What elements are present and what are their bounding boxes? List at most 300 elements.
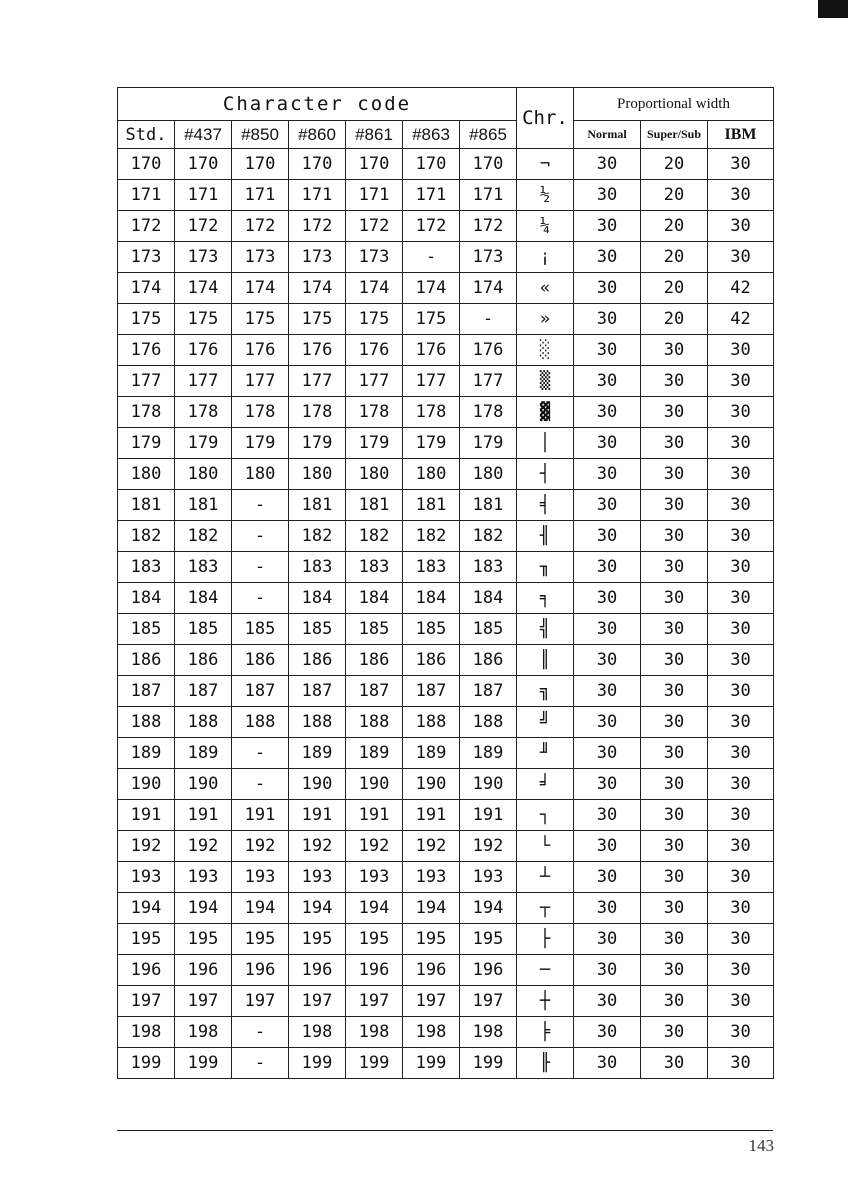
character-glyph: ╣: [517, 614, 574, 645]
code-cell-865: 180: [460, 459, 517, 490]
code-cell-861: 180: [346, 459, 403, 490]
code-cell-437: 177: [175, 366, 232, 397]
code-cell-860: 187: [289, 676, 346, 707]
code-cell-std: 198: [118, 1017, 175, 1048]
code-cell-850: 178: [232, 397, 289, 428]
width-cell-normal: 30: [574, 738, 641, 769]
code-cell-860: 199: [289, 1048, 346, 1079]
code-cell-863: 187: [403, 676, 460, 707]
width-cell-normal: 30: [574, 769, 641, 800]
character-glyph: ┐: [517, 800, 574, 831]
character-glyph: ╝: [517, 707, 574, 738]
width-cell-ibm: 30: [708, 769, 774, 800]
code-cell-850: -: [232, 521, 289, 552]
code-cell-861: 192: [346, 831, 403, 862]
width-cell-super-sub: 30: [641, 862, 708, 893]
width-cell-super-sub: 30: [641, 676, 708, 707]
code-cell-865: 183: [460, 552, 517, 583]
code-cell-std: 196: [118, 955, 175, 986]
code-cell-860: 174: [289, 273, 346, 304]
width-cell-normal: 30: [574, 676, 641, 707]
width-cell-ibm: 30: [708, 707, 774, 738]
code-cell-865: 196: [460, 955, 517, 986]
code-cell-437: 195: [175, 924, 232, 955]
width-cell-normal: 30: [574, 862, 641, 893]
width-cell-ibm: 30: [708, 614, 774, 645]
code-cell-865: 184: [460, 583, 517, 614]
width-cell-super-sub: 30: [641, 738, 708, 769]
code-cell-437: 189: [175, 738, 232, 769]
code-cell-863: 198: [403, 1017, 460, 1048]
code-cell-860: 178: [289, 397, 346, 428]
code-cell-850: 193: [232, 862, 289, 893]
width-cell-normal: 30: [574, 335, 641, 366]
code-cell-std: 177: [118, 366, 175, 397]
footer-rule: [117, 1130, 773, 1131]
code-cell-865: 193: [460, 862, 517, 893]
code-cell-865: 185: [460, 614, 517, 645]
code-cell-865: 170: [460, 149, 517, 180]
width-cell-ibm: 30: [708, 862, 774, 893]
code-cell-437: 191: [175, 800, 232, 831]
code-cell-437: 180: [175, 459, 232, 490]
column-header-863: #863: [403, 121, 460, 149]
width-cell-super-sub: 30: [641, 614, 708, 645]
code-cell-850: -: [232, 583, 289, 614]
code-cell-850: 195: [232, 924, 289, 955]
width-cell-normal: 30: [574, 614, 641, 645]
width-cell-ibm: 30: [708, 1048, 774, 1079]
code-cell-860: 189: [289, 738, 346, 769]
code-cell-437: 187: [175, 676, 232, 707]
code-cell-863: 190: [403, 769, 460, 800]
code-cell-861: 195: [346, 924, 403, 955]
code-cell-861: 191: [346, 800, 403, 831]
table-row: [118, 242, 774, 273]
code-cell-865: 182: [460, 521, 517, 552]
code-cell-861: 183: [346, 552, 403, 583]
code-cell-850: 171: [232, 180, 289, 211]
code-cell-std: 197: [118, 986, 175, 1017]
code-cell-865: 198: [460, 1017, 517, 1048]
code-cell-437: 186: [175, 645, 232, 676]
width-cell-normal: 30: [574, 707, 641, 738]
code-cell-861: 170: [346, 149, 403, 180]
code-cell-865: 191: [460, 800, 517, 831]
table-row: [118, 614, 774, 645]
width-cell-super-sub: 30: [641, 769, 708, 800]
code-cell-863: 194: [403, 893, 460, 924]
width-cell-super-sub: 30: [641, 335, 708, 366]
code-cell-860: 176: [289, 335, 346, 366]
code-cell-861: 199: [346, 1048, 403, 1079]
code-cell-437: 175: [175, 304, 232, 335]
column-header-861: #861: [346, 121, 403, 149]
width-cell-super-sub: 20: [641, 180, 708, 211]
width-cell-ibm: 30: [708, 924, 774, 955]
width-cell-ibm: 30: [708, 800, 774, 831]
table-row: [118, 924, 774, 955]
width-cell-super-sub: 20: [641, 273, 708, 304]
table-row: [118, 955, 774, 986]
code-cell-437: 193: [175, 862, 232, 893]
code-cell-861: 178: [346, 397, 403, 428]
table-row: [118, 800, 774, 831]
code-cell-860: 183: [289, 552, 346, 583]
width-cell-normal: 30: [574, 986, 641, 1017]
width-cell-super-sub: 30: [641, 924, 708, 955]
code-cell-860: 173: [289, 242, 346, 273]
code-cell-std: 199: [118, 1048, 175, 1079]
code-cell-865: 179: [460, 428, 517, 459]
code-cell-std: 183: [118, 552, 175, 583]
table-row: [118, 893, 774, 924]
width-cell-super-sub: 30: [641, 893, 708, 924]
code-cell-863: 176: [403, 335, 460, 366]
code-cell-865: 190: [460, 769, 517, 800]
width-cell-super-sub: 30: [641, 986, 708, 1017]
table-row: [118, 180, 774, 211]
code-cell-865: 199: [460, 1048, 517, 1079]
width-cell-ibm: 42: [708, 273, 774, 304]
code-cell-860: 196: [289, 955, 346, 986]
code-cell-863: 192: [403, 831, 460, 862]
width-cell-ibm: 30: [708, 180, 774, 211]
width-cell-super-sub: 30: [641, 831, 708, 862]
code-cell-863: 186: [403, 645, 460, 676]
code-cell-850: 173: [232, 242, 289, 273]
code-cell-863: 185: [403, 614, 460, 645]
width-cell-normal: 30: [574, 1048, 641, 1079]
code-cell-863: 172: [403, 211, 460, 242]
width-cell-super-sub: 30: [641, 1048, 708, 1079]
code-cell-437: 172: [175, 211, 232, 242]
code-cell-861: 198: [346, 1017, 403, 1048]
code-cell-437: 192: [175, 831, 232, 862]
character-glyph: ╛: [517, 769, 574, 800]
code-cell-437: 184: [175, 583, 232, 614]
code-cell-861: 193: [346, 862, 403, 893]
code-cell-861: 185: [346, 614, 403, 645]
code-cell-std: 173: [118, 242, 175, 273]
width-cell-normal: 30: [574, 242, 641, 273]
character-glyph: ┼: [517, 986, 574, 1017]
code-cell-437: 199: [175, 1048, 232, 1079]
code-cell-std: 185: [118, 614, 175, 645]
code-cell-863: 181: [403, 490, 460, 521]
code-cell-865: 187: [460, 676, 517, 707]
code-cell-860: 177: [289, 366, 346, 397]
code-cell-860: 179: [289, 428, 346, 459]
character-glyph: ╜: [517, 738, 574, 769]
code-cell-861: 190: [346, 769, 403, 800]
code-cell-863: 193: [403, 862, 460, 893]
code-cell-437: 170: [175, 149, 232, 180]
width-cell-ibm: 30: [708, 552, 774, 583]
code-cell-std: 180: [118, 459, 175, 490]
code-cell-861: 179: [346, 428, 403, 459]
character-glyph: ┴: [517, 862, 574, 893]
code-cell-865: 192: [460, 831, 517, 862]
code-cell-861: 197: [346, 986, 403, 1017]
code-cell-865: 171: [460, 180, 517, 211]
character-glyph: ║: [517, 645, 574, 676]
proportional-width-header: Proportional width: [574, 88, 774, 121]
width-cell-normal: 30: [574, 800, 641, 831]
width-cell-ibm: 30: [708, 645, 774, 676]
code-cell-861: 172: [346, 211, 403, 242]
character-glyph: ─: [517, 955, 574, 986]
code-cell-437: 183: [175, 552, 232, 583]
code-cell-850: 172: [232, 211, 289, 242]
code-cell-std: 184: [118, 583, 175, 614]
chr-header: Chr.: [517, 88, 574, 149]
table-row: [118, 490, 774, 521]
width-cell-super-sub: 30: [641, 490, 708, 521]
code-cell-std: 193: [118, 862, 175, 893]
code-cell-865: 172: [460, 211, 517, 242]
code-cell-865: 176: [460, 335, 517, 366]
width-cell-ibm: 30: [708, 521, 774, 552]
width-cell-normal: 30: [574, 180, 641, 211]
code-cell-std: 178: [118, 397, 175, 428]
character-code-header: Character code: [118, 88, 517, 121]
code-cell-437: 176: [175, 335, 232, 366]
width-cell-super-sub: 20: [641, 211, 708, 242]
table-body: [118, 149, 774, 1079]
code-cell-std: 170: [118, 149, 175, 180]
code-cell-863: 174: [403, 273, 460, 304]
width-cell-normal: 30: [574, 428, 641, 459]
code-cell-std: 195: [118, 924, 175, 955]
code-cell-850: 187: [232, 676, 289, 707]
width-cell-ibm: 30: [708, 366, 774, 397]
code-cell-861: 184: [346, 583, 403, 614]
character-glyph: ╕: [517, 583, 574, 614]
code-cell-861: 171: [346, 180, 403, 211]
table-row: [118, 986, 774, 1017]
code-cell-863: 184: [403, 583, 460, 614]
width-cell-super-sub: 30: [641, 955, 708, 986]
code-cell-860: 184: [289, 583, 346, 614]
code-cell-865: 186: [460, 645, 517, 676]
character-glyph: ¬: [517, 149, 574, 180]
code-cell-850: 192: [232, 831, 289, 862]
code-cell-861: 181: [346, 490, 403, 521]
table-row: [118, 397, 774, 428]
code-cell-860: 197: [289, 986, 346, 1017]
character-code-table: [117, 87, 774, 1079]
width-cell-ibm: 30: [708, 583, 774, 614]
code-cell-850: 197: [232, 986, 289, 1017]
width-cell-normal: 30: [574, 924, 641, 955]
character-glyph: ╖: [517, 552, 574, 583]
code-cell-865: 188: [460, 707, 517, 738]
character-glyph: └: [517, 831, 574, 862]
code-cell-863: -: [403, 242, 460, 273]
width-cell-normal: 30: [574, 645, 641, 676]
code-cell-437: 171: [175, 180, 232, 211]
column-header-normal: Normal: [574, 121, 641, 149]
code-cell-std: 172: [118, 211, 175, 242]
width-cell-ibm: 30: [708, 738, 774, 769]
code-cell-437: 185: [175, 614, 232, 645]
character-glyph: ╟: [517, 1048, 574, 1079]
code-cell-865: -: [460, 304, 517, 335]
code-cell-863: 199: [403, 1048, 460, 1079]
width-cell-ibm: 30: [708, 149, 774, 180]
code-cell-863: 178: [403, 397, 460, 428]
code-cell-861: 174: [346, 273, 403, 304]
character-glyph: ╢: [517, 521, 574, 552]
code-cell-861: 177: [346, 366, 403, 397]
character-glyph: ▓: [517, 397, 574, 428]
width-cell-normal: 30: [574, 893, 641, 924]
code-cell-std: 176: [118, 335, 175, 366]
column-header-860: #860: [289, 121, 346, 149]
code-cell-437: 174: [175, 273, 232, 304]
code-cell-860: 198: [289, 1017, 346, 1048]
code-cell-860: 195: [289, 924, 346, 955]
code-cell-std: 188: [118, 707, 175, 738]
table-row: [118, 583, 774, 614]
character-glyph: ¼: [517, 211, 574, 242]
table-row: [118, 211, 774, 242]
width-cell-ibm: 42: [708, 304, 774, 335]
width-cell-ibm: 30: [708, 955, 774, 986]
width-cell-super-sub: 30: [641, 428, 708, 459]
code-cell-861: 187: [346, 676, 403, 707]
character-glyph: │: [517, 428, 574, 459]
width-cell-super-sub: 30: [641, 552, 708, 583]
code-cell-850: -: [232, 769, 289, 800]
code-cell-861: 182: [346, 521, 403, 552]
code-cell-437: 198: [175, 1017, 232, 1048]
code-cell-865: 181: [460, 490, 517, 521]
width-cell-normal: 30: [574, 149, 641, 180]
code-cell-850: 196: [232, 955, 289, 986]
code-cell-863: 188: [403, 707, 460, 738]
code-cell-437: 179: [175, 428, 232, 459]
code-cell-861: 186: [346, 645, 403, 676]
character-glyph: «: [517, 273, 574, 304]
code-cell-std: 190: [118, 769, 175, 800]
code-cell-850: 174: [232, 273, 289, 304]
code-cell-860: 180: [289, 459, 346, 490]
code-cell-437: 197: [175, 986, 232, 1017]
character-glyph: ¡: [517, 242, 574, 273]
code-cell-850: -: [232, 552, 289, 583]
code-cell-865: 174: [460, 273, 517, 304]
width-cell-ibm: 30: [708, 397, 774, 428]
table-row: [118, 707, 774, 738]
code-cell-std: 186: [118, 645, 175, 676]
code-cell-860: 172: [289, 211, 346, 242]
code-cell-850: 175: [232, 304, 289, 335]
width-cell-ibm: 30: [708, 428, 774, 459]
table-row: [118, 428, 774, 459]
code-cell-863: 197: [403, 986, 460, 1017]
table-row: [118, 769, 774, 800]
code-cell-860: 193: [289, 862, 346, 893]
code-cell-std: 174: [118, 273, 175, 304]
width-cell-ibm: 30: [708, 459, 774, 490]
character-glyph: ░: [517, 335, 574, 366]
character-glyph: ╡: [517, 490, 574, 521]
character-glyph: ╗: [517, 676, 574, 707]
width-cell-normal: 30: [574, 490, 641, 521]
code-cell-850: 179: [232, 428, 289, 459]
code-cell-850: 176: [232, 335, 289, 366]
character-glyph: ┤: [517, 459, 574, 490]
code-cell-std: 187: [118, 676, 175, 707]
code-cell-860: 175: [289, 304, 346, 335]
code-cell-860: 194: [289, 893, 346, 924]
table-row: [118, 831, 774, 862]
corner-registration-mark: [818, 0, 848, 18]
table-row: [118, 1017, 774, 1048]
table-row: [118, 459, 774, 490]
code-cell-860: 190: [289, 769, 346, 800]
code-cell-863: 191: [403, 800, 460, 831]
width-cell-ibm: 30: [708, 211, 774, 242]
width-cell-ibm: 30: [708, 831, 774, 862]
width-cell-super-sub: 30: [641, 366, 708, 397]
table-row: [118, 521, 774, 552]
code-cell-863: 189: [403, 738, 460, 769]
character-glyph: ├: [517, 924, 574, 955]
code-cell-850: 180: [232, 459, 289, 490]
width-cell-normal: 30: [574, 831, 641, 862]
width-cell-super-sub: 30: [641, 459, 708, 490]
code-cell-850: 194: [232, 893, 289, 924]
code-cell-850: -: [232, 1048, 289, 1079]
width-cell-super-sub: 30: [641, 800, 708, 831]
column-header-std: Std.: [118, 121, 175, 149]
code-cell-850: 185: [232, 614, 289, 645]
page-number: 143: [748, 1136, 774, 1155]
column-header-437: #437: [175, 121, 232, 149]
code-cell-865: 195: [460, 924, 517, 955]
code-cell-860: 188: [289, 707, 346, 738]
code-cell-std: 182: [118, 521, 175, 552]
code-cell-863: 182: [403, 521, 460, 552]
code-cell-861: 173: [346, 242, 403, 273]
code-cell-860: 191: [289, 800, 346, 831]
width-cell-super-sub: 30: [641, 1017, 708, 1048]
code-cell-860: 171: [289, 180, 346, 211]
code-cell-437: 182: [175, 521, 232, 552]
code-cell-std: 171: [118, 180, 175, 211]
code-cell-860: 186: [289, 645, 346, 676]
code-cell-863: 177: [403, 366, 460, 397]
code-cell-437: 173: [175, 242, 232, 273]
code-cell-865: 178: [460, 397, 517, 428]
code-cell-std: 179: [118, 428, 175, 459]
width-cell-ibm: 30: [708, 1017, 774, 1048]
code-cell-850: 191: [232, 800, 289, 831]
character-glyph: ╞: [517, 1017, 574, 1048]
code-cell-437: 178: [175, 397, 232, 428]
code-cell-std: 175: [118, 304, 175, 335]
code-cell-865: 189: [460, 738, 517, 769]
width-cell-normal: 30: [574, 955, 641, 986]
table-row: [118, 304, 774, 335]
code-cell-863: 170: [403, 149, 460, 180]
width-cell-ibm: 30: [708, 335, 774, 366]
width-cell-super-sub: 20: [641, 304, 708, 335]
code-cell-860: 182: [289, 521, 346, 552]
